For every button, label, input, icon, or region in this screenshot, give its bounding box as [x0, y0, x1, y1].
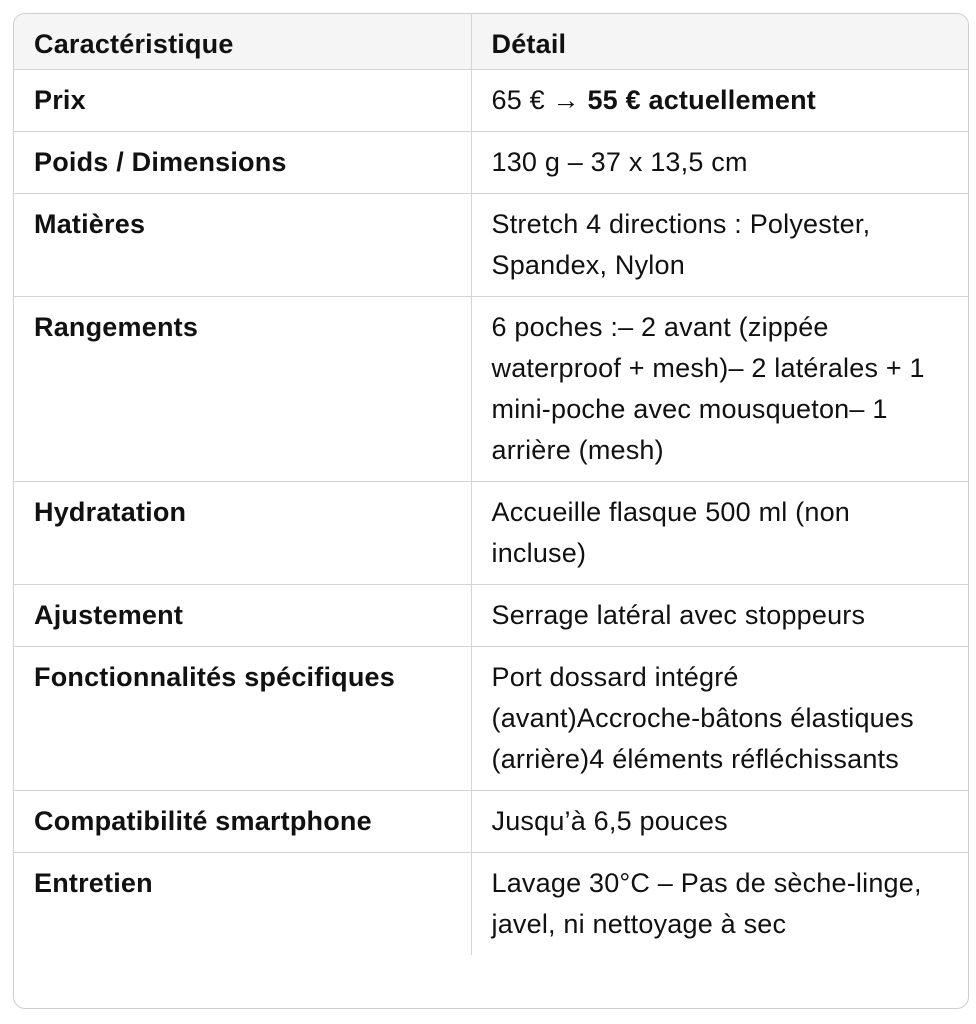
column-header-caracteristique: Caractéristique — [14, 14, 471, 69]
price-current: 55 € actuellement — [587, 84, 816, 115]
row-key: Hydratation — [14, 481, 471, 584]
row-value: Lavage 30°C – Pas de sèche-linge, javel, ni nettoyage à sec — [471, 852, 968, 955]
table-row — [14, 69, 968, 131]
table-row — [14, 584, 968, 646]
price-old: 65 € → — [491, 84, 588, 115]
table-row — [14, 296, 968, 481]
table-row — [14, 646, 968, 790]
row-key: Entretien — [34, 867, 153, 898]
table-row — [14, 852, 968, 955]
row-value: 130 g – 37 x 13,5 cm — [471, 131, 968, 193]
table-row — [14, 790, 968, 852]
row-key: Prix — [14, 69, 471, 131]
spec-table-container — [13, 13, 969, 1009]
row-key: Rangements — [14, 296, 471, 481]
row-key: Matières — [14, 193, 471, 296]
row-key: Ajustement — [14, 584, 471, 646]
row-value: Port dossard intégré (avant)Accroche-bâtons élastiques (arrière)4 éléments réfléchissants — [471, 646, 968, 790]
row-key: Poids / Dimensions — [14, 131, 471, 193]
row-key: Fonctionnalités spécifiques — [14, 646, 471, 790]
row-value — [471, 69, 968, 131]
row-value: 6 poches :– 2 avant (zippée waterproof + mesh)– 2 latérales + 1 mini-poche avec mousqueton– 1 arrière (mesh) — [471, 296, 968, 481]
table-row — [14, 131, 968, 193]
row-value: Serrage latéral avec stoppeurs — [471, 584, 968, 646]
row-value: Stretch 4 directions : Polyester, Spandex, Nylon — [471, 193, 968, 296]
table-header-row — [14, 14, 968, 69]
row-key: Compatibilité smartphone — [14, 790, 471, 852]
row-value: Accueille flasque 500 ml (non incluse) — [471, 481, 968, 584]
spec-table — [14, 14, 968, 955]
row-value: Jusqu’à 6,5 pouces — [471, 790, 968, 852]
column-header-detail: Détail — [471, 14, 968, 69]
table-row — [14, 481, 968, 584]
table-row — [14, 193, 968, 296]
